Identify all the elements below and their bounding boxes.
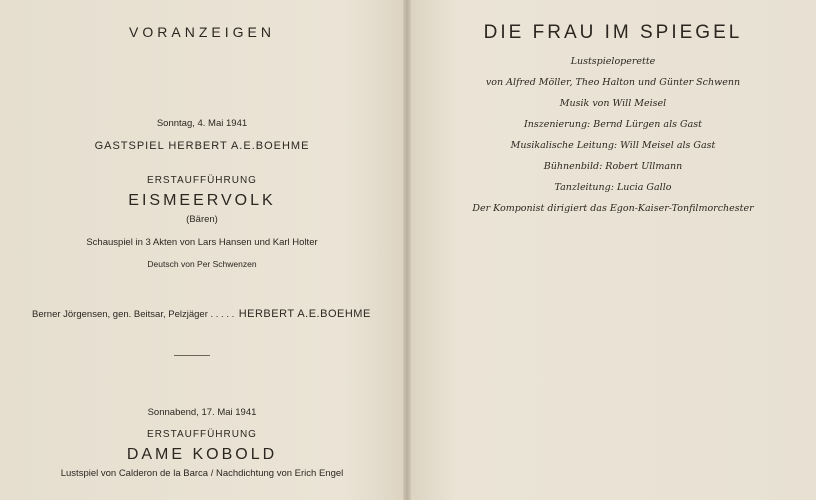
- credit-line-music: Musik von Will Meisel: [559, 98, 667, 109]
- event1-subtitle: (Bären): [186, 214, 218, 225]
- event1-guest: GASTSPIEL HERBERT A.E.BOEHME: [94, 140, 310, 152]
- event2-description: Lustspiel von Calderon de la Barca / Nachdichtung von Erich Engel: [60, 468, 344, 479]
- event2-title: DAME KOBOLD: [126, 446, 278, 463]
- event2-date: Sonnabend, 17. Mai 1941: [147, 407, 257, 418]
- event2-premiere: ERSTAUFFÜHRUNG: [147, 429, 257, 440]
- play-title: DIE FRAU IM SPIEGEL: [483, 22, 743, 43]
- credit-line-orchestra: Der Komponist dirigiert das Egon-Kaiser-Tonfilmorchester: [472, 203, 754, 214]
- left-page: [0, 0, 404, 500]
- credit-line-musical-direction: Musikalische Leitung: Will Meisel als Gast: [510, 140, 716, 151]
- credit-line-choreography: Tanzleitung: Lucia Gallo: [554, 182, 672, 193]
- credit-line-direction: Inszenierung: Bernd Lürgen als Gast: [524, 119, 702, 130]
- credit-line-authors: von Alfred Möller, Theo Halton und Günter Schwenn: [485, 77, 741, 88]
- event1-premiere: ERSTAUFFÜHRUNG: [147, 175, 257, 186]
- section-divider: [174, 355, 210, 356]
- right-page: [410, 0, 816, 500]
- event1-cast-role: Berner Jörgensen, gen. Beitsar, Pelzjäger . . . . .: [32, 309, 235, 320]
- event1-translation: Deutsch von Per Schwenzen: [147, 259, 257, 269]
- event1-cast-actor: HERBERT A.E.BOEHME: [238, 308, 371, 320]
- credit-line-genre: Lustspieloperette: [570, 56, 656, 67]
- event1-date: Sonntag, 4. Mai 1941: [156, 118, 248, 129]
- announcements-heading: VORANZEIGEN: [129, 24, 275, 40]
- credit-line-stage-design: Bühnenbild: Robert Ullmann: [543, 161, 683, 172]
- event1-description: Schauspiel in 3 Akten von Lars Hansen und Karl Holter: [86, 237, 318, 248]
- event1-title: EISMEERVOLK: [128, 192, 276, 209]
- page-fold: [403, 0, 411, 500]
- event1-cast-line: [32, 304, 371, 322]
